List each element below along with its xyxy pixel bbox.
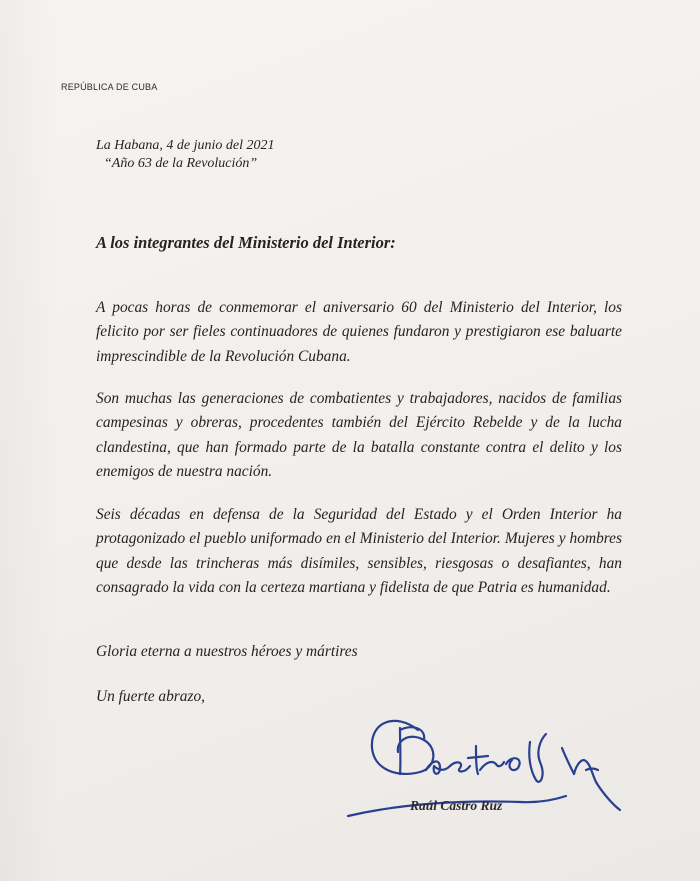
place-date: La Habana, 4 de junio del 2021 — [96, 138, 275, 153]
body-paragraph-3: Seis décadas en defensa de la Seguridad del Estado y el Orden Interior ha protagonizado el pueblo uniformado en el Ministerio del Interior. Mujeres y hombres que desde las trincheras más disímiles, sensibles, riesgosas o desafiantes, han consagrado la vida con la certeza martiana y fidelista de que Patria es humanidad. — [96, 506, 622, 596]
signer-name: Raúl Castro Ruz — [410, 798, 503, 813]
salutation: A los integrantes del Ministerio del Interior: — [96, 233, 396, 252]
farewell-line: Un fuerte abrazo, — [96, 688, 206, 705]
dateline — [96, 137, 275, 173]
year-motto: “Año 63 de la Revolución” — [104, 156, 258, 171]
tribute-line: Gloria eterna a nuestros héroes y mártires — [96, 643, 358, 660]
letterhead-country: REPÚBLICA DE CUBA — [61, 82, 158, 92]
paper-shadow — [0, 0, 60, 881]
body-paragraph-1: A pocas horas de conmemorar el aniversario 60 del Ministerio del Interior, los felicito por ser fieles continuadores de quienes fundaron y prestigiaron ese baluarte imprescindible de la Revolución Cubana. — [96, 299, 622, 365]
body-paragraph-2: Son muchas las generaciones de combatientes y trabajadores, nacidos de familias campesinas y obreras, procedentes también del Ejército Rebelde y de la lucha clandestina, que han formado parte de la batalla constante contra el delito y los enemigos de nuestra nación. — [96, 390, 622, 480]
